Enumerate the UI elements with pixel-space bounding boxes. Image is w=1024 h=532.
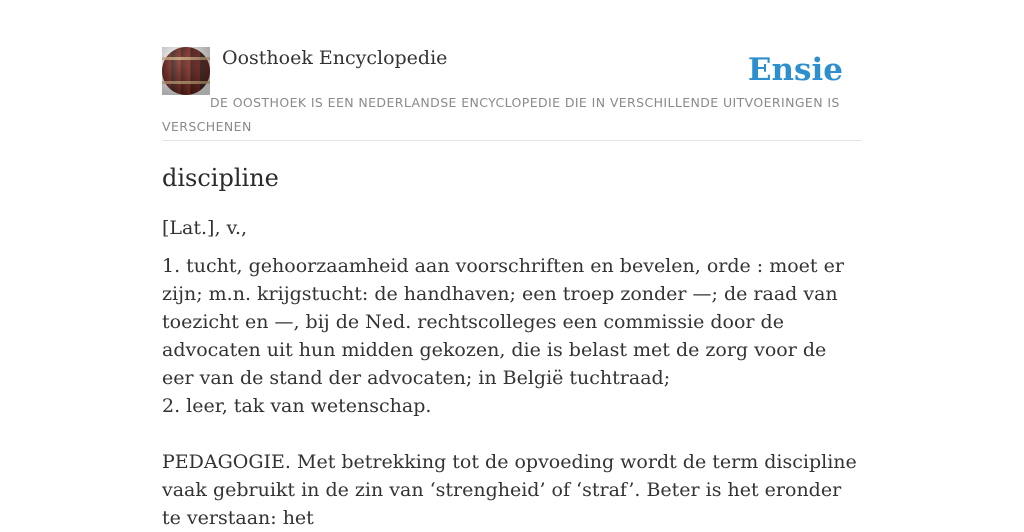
article-title: discipline: [162, 164, 279, 192]
definition-list: [162, 252, 862, 532]
site-tagline: DE OOSTHOEK IS EEN NEDERLANDSE ENCYCLOPEDIE DIE IN VERSCHILLENDE UITVOERINGEN IS VERSCHENEN: [162, 95, 840, 134]
definition-item: 1. tucht, gehoorzaamheid aan voorschriften en bevelen, orde : moet er zijn; m.n. krijgstucht: de handhaven; een troep zonder —; de raad van toezicht en —, bij de Ned. rechtscolleges een commissie door de advocaten uit hun midden gekozen, die is belast met de zorg voor de eer van de stand der advocaten; in België tuchtraad;: [162, 255, 844, 389]
article-paragraph: PEDAGOGIE. Met betrekking tot de opvoeding wordt de term discipline vaak gebruikt in de zin van ‘strengheid’ of ‘straf’. Beter is het eronder te verstaan: het: [162, 451, 857, 529]
article-content: [162, 162, 862, 532]
site-header: [162, 47, 862, 141]
ensie-brand-link[interactable]: Ensie: [747, 52, 843, 88]
definition-item: 2. leer, tak van wetenschap.: [162, 395, 432, 417]
grammar-note: [Lat.], v.,: [162, 217, 248, 239]
site-logo-avatar[interactable]: [162, 47, 210, 95]
site-name-link[interactable]: Oosthoek Encyclopedie: [222, 47, 448, 69]
